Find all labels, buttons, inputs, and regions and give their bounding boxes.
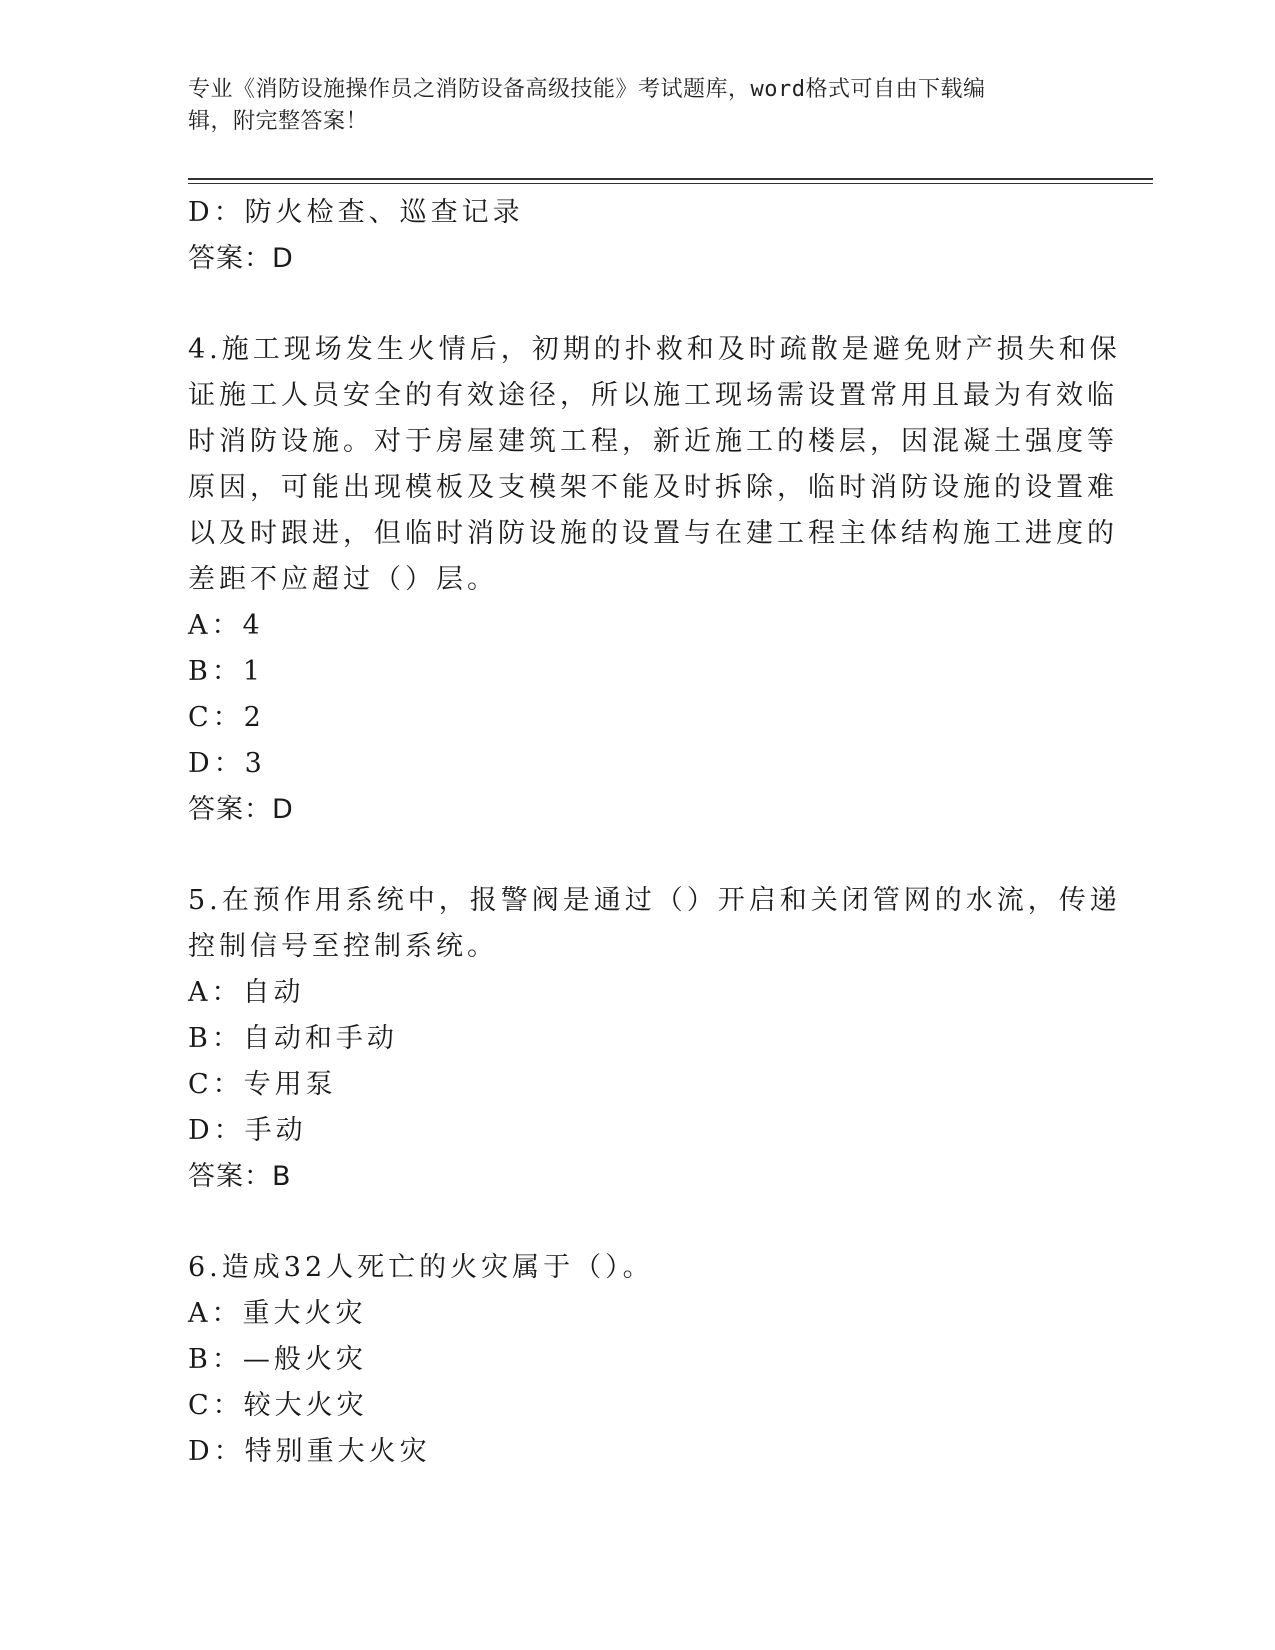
option-b: B：自动和手动 <box>188 1023 398 1054</box>
question-line: 原因，可能出现模板及支模架不能及时拆除，临时消防设施的设置难 <box>188 472 1118 503</box>
answer: 答案：B <box>188 1161 292 1192</box>
header-line-1: 专业《消防设施操作员之消防设备高级技能》考试题库，word格式可自由下载编 <box>188 77 986 102</box>
option-b: B：—般火灾 <box>188 1344 367 1375</box>
question-text <box>188 1245 1068 1291</box>
option-c: C：2 <box>188 702 265 733</box>
question-6 <box>188 1245 1068 1475</box>
document-header <box>188 74 1068 138</box>
option-a: A：重大火灾 <box>188 1298 367 1329</box>
question-line: 证施工人员安全的有效途径，所以施工现场需设置常用且最为有效临 <box>188 380 1118 411</box>
option-c: C：较大火灾 <box>188 1390 368 1421</box>
answer: 答案：D <box>188 794 294 825</box>
header-line-2: 辑，附完整答案！ <box>188 109 369 134</box>
option-d: D：手动 <box>188 1115 307 1146</box>
option-d: D：防火检查、巡查记录 <box>188 197 524 228</box>
question-list <box>188 190 1121 1475</box>
answer: 答案：D <box>188 243 294 274</box>
question-line: 4.施工现场发生火情后，初期的扑救和及时疏散是避免财产损失和保 <box>188 334 1121 365</box>
question-line: 时消防设施。对于房屋建筑工程，新近施工的楼层，因混凝土强度等 <box>188 426 1118 457</box>
option-d: D：特别重大火灾 <box>188 1436 431 1467</box>
question-text <box>188 327 1121 603</box>
question-line: 5.在预作用系统中，报警阀是通过（）开启和关闭管网的水流，传递 <box>188 885 1121 916</box>
question-line: 6.造成32人死亡的火灾属于（）。 <box>188 1252 654 1283</box>
question-4 <box>188 327 1121 833</box>
question-line: 以及时跟进，但临时消防设施的设置与在建工程主体结构施工进度的 <box>188 518 1118 549</box>
option-c: C：专用泵 <box>188 1069 337 1100</box>
option-a: A：4 <box>188 610 264 641</box>
header-rule-thick <box>188 178 1153 180</box>
question-text <box>188 878 1121 970</box>
question-line: 差距不应超过（）层。 <box>188 564 498 595</box>
option-a: A：自动 <box>188 977 305 1008</box>
question-5 <box>188 878 1121 1200</box>
header-rule-thin <box>188 183 1153 184</box>
question-line: 控制信号至控制系统。 <box>188 931 498 962</box>
question-3-tail <box>188 190 1068 282</box>
option-d: D：3 <box>188 748 266 779</box>
option-b: B：1 <box>188 656 265 687</box>
